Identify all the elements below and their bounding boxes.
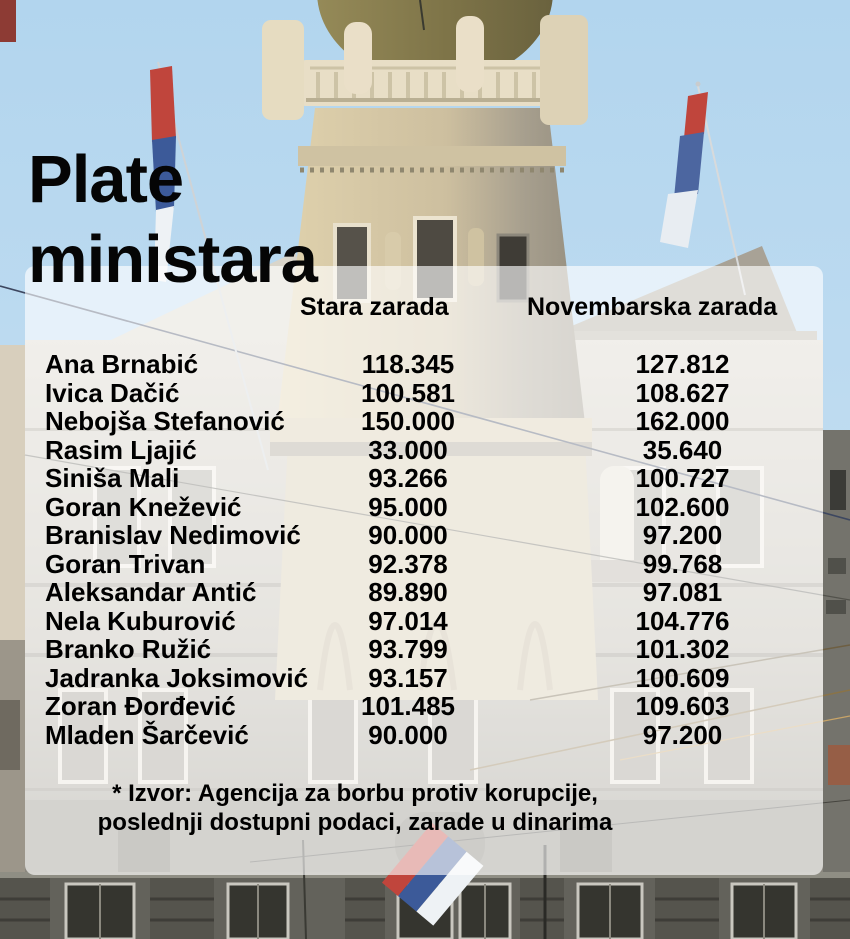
old-salary-value: 93.266 [368,463,448,493]
november-salary-value: 162.000 [635,406,730,436]
old-salary-value: 33.000 [368,434,448,465]
old-salary-value: 92.378 [368,548,448,579]
page-title [28,140,317,300]
table-row [45,606,805,635]
column-header-old-salary: Stara zarada [300,293,449,321]
minister-name: Aleksandar Antić [45,577,257,607]
old-salary-value: 150.000 [361,406,455,436]
november-salary-value: 100.609 [635,662,730,693]
minister-name: Goran Trivan [45,548,206,579]
old-salary-value: 118.345 [361,349,455,379]
old-salary-value: 95.000 [368,491,448,522]
column-header-november-salary: Novembarska zarada [527,293,778,321]
november-salary-value: 104.776 [635,605,730,636]
page-title-line2: ministara [28,222,317,297]
minister-name: Branko Ružić [45,634,212,664]
source-footnote [40,779,670,837]
november-salary-value: 35.640 [642,434,723,465]
table-row [45,520,805,549]
november-salary-value: 109.603 [635,691,730,721]
source-footnote-line1: * Izvor: Agencija za borbu protiv korupcije, [112,780,598,807]
minister-name: Ana Brnabić [45,349,199,379]
minister-name: Ivica Dačić [45,377,180,408]
minister-name: Jadranka Joksimović [45,662,309,693]
old-salary-value: 93.799 [368,634,448,664]
table-row [45,406,805,435]
old-salary-value: 100.581 [361,377,455,408]
november-salary-value: 97.081 [642,577,723,607]
minister-name: Goran Knežević [45,491,242,522]
november-salary-value: 97.200 [642,719,723,750]
page-title-line1: Plate [28,142,184,217]
old-salary-value: 90.000 [368,719,448,750]
table-row [45,663,805,692]
table-row [45,492,805,521]
table-row [45,378,805,407]
november-salary-value: 100.727 [635,463,730,493]
old-salary-value: 101.485 [361,691,455,721]
november-salary-value: 99.768 [642,548,723,579]
minister-name: Branislav Nedimović [45,520,301,550]
november-salary-value: 102.600 [635,491,730,522]
old-salary-value: 90.000 [368,520,448,550]
november-salary-value: 101.302 [635,634,730,664]
minister-name: Rasim Ljajić [45,434,197,465]
minister-name: Nebojša Stefanović [45,406,285,436]
november-salary-value: 127.812 [635,349,730,379]
november-salary-value: 97.200 [642,520,723,550]
table-row [45,349,805,378]
table-row [45,634,805,663]
old-salary-value: 89.890 [368,577,448,607]
minister-name: Siniša Mali [45,463,180,493]
salary-table [45,349,805,748]
table-row [45,720,805,749]
table-row [45,691,805,720]
minister-name: Nela Kuburović [45,605,236,636]
table-row [45,549,805,578]
table-row [45,435,805,464]
table-row [45,577,805,606]
old-salary-value: 97.014 [368,605,448,636]
minister-name: Zoran Đorđević [45,691,236,721]
source-footnote-line2: poslednji dostupni podaci, zarade u dinarima [97,809,613,836]
minister-name: Mladen Šarčević [45,719,249,750]
table-row [45,463,805,492]
november-salary-value: 108.627 [635,377,730,408]
old-salary-value: 93.157 [368,662,448,693]
